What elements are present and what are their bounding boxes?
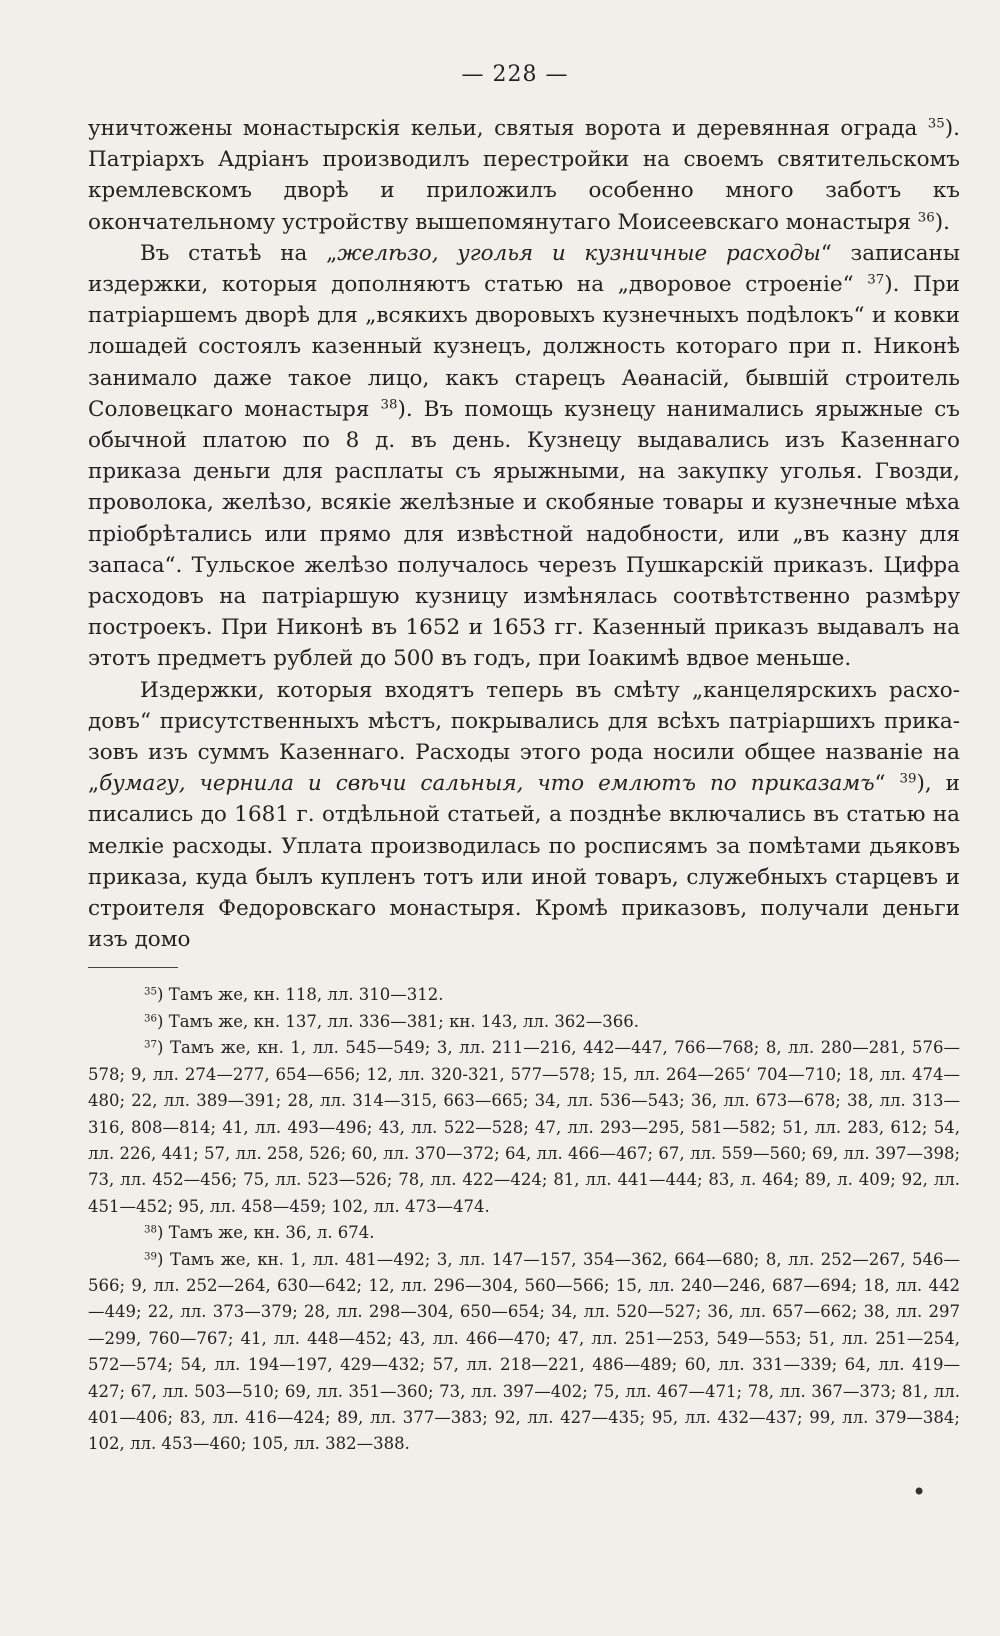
footnote-reference: 36 [917,210,935,226]
footnote-text: ) Тамъ же, кн. 1, лл. 545—549; 3, лл. 211—216, 442—447, 766—768; 8, лл. 280—281, 576—578; 9, лл. 274—277, 654—656; 12, лл. 320-321, 577—578; 15, лл. 264—265‘ 704—710; 18, лл. 474—480; 22, лл. 389—391; 28, лл. 314—315, 663—665; 34, лл. 536—543; 36, лл. 673—678; 38, лл. 313—316, 808—814; 41, лл. 493—496; 43, лл. 522—528; 47, лл. 293—295, 581—582; 51, лл. 283, 612; 54, лл. 226, 441; 57, лл. 258, 526; 60, лл. 370—372; 64, лл. 466—467; 67, лл. 559—560; 69, лл. 397—398; 73, лл. 452—456; 75, лл. 523—526; 78, лл. 422—424; 81, лл. 441—444; 83, л. 464; 89, л. 409; 92, лл. 451—452; 95, лл. 458—459; 102, лл. 473—474. [88,1038,960,1216]
footnote-number: 39 [144,1250,158,1262]
text-segment: ). [934,209,950,235]
footnote-separator [88,967,178,968]
text-segment: Издержки, которыя входятъ теперь въ смѣту „канцелярскихъ расходовъ“ присутственныхъ мѣстъ, покрывались для всѣхъ патріаршихъ приказовъ изъ суммъ Казеннаго. Расходы этого рода носили общее названіе на „ [88,677,960,797]
body-text [88,113,960,955]
footnote-text: ) Тамъ же, кн. 137, лл. 336—381; кн. 143, лл. 362—366. [157,1011,640,1031]
footnote-reference: 38 [380,397,398,413]
footnote-text: ) Тамъ же, кн. 1, лл. 481—492; 3, лл. 147—157, 354—362, 664—680; 8, лл. 252—267, 546—566; 9, лл. 252—264, 630—642; 12, лл. 296—304, 560—566; 15, лл. 240—246, 687—694; 18, лл. 442—449; 22, лл. 373—379; 28, лл. 298—304, 650—654; 34, лл. 520—527; 36, лл. 657—662; 38, лл. 297—299, 760—767; 41, лл. 448—452; 43, лл. 466—470; 47, лл. 251—253, 549—553; 51, лл. 251—254, 572—574; 54, лл. 194—197, 429—432; 57, лл. 218—221, 486—489; 60, лл. 331—339; 64, лл. 419—427; 67, лл. 503—510; 69, лл. 351—360; 73, лл. 397—402; 75, лл. 467—471; 78, лл. 367—373; 81, лл. 401—406; 83, лл. 416—424; 89, лл. 377—383; 92, лл. 427—435; 95, лл. 432—437; 99, лл. 379—384; 102, лл. 453—460; 105, лл. 382—388. [88,1249,960,1454]
margin-mark: • [912,1478,927,1506]
text-segment: Въ статьѣ на „ [140,240,338,266]
footnote-reference: 37 [867,272,885,288]
text-segment: “ [874,771,900,797]
body-paragraph [88,113,960,238]
text-segment: ). При патріаршемъ дворѣ для „всякихъ дворовыхъ кузнечныхъ подѣлокъ“ и ковки лошадей состоялъ казенный кузнецъ, должность котораго при п. Никонѣ занимало даже такое лицо, какъ старецъ Аѳанасій, бывшій строитель Соловецкаго монастыря [88,272,960,422]
footnote [88,1220,960,1246]
italic-phrase: бумагу, чернила и свѣчи сальныя, что емлютъ по приказамъ [99,771,875,797]
text-segment: ), и писались до 1681 г. отдѣльной статьей, а позднѣе включались въ статью на мелкіе расходы. Уплата производилась по росписямъ за помѣтами дьяковъ приказа, куда былъ купленъ тотъ или иной товаръ, служебныхъ старцевъ и строителя Федоровскаго монастыря. Кромѣ приказовъ, получали деньги изъ домо [88,771,960,953]
body-paragraph [88,675,960,956]
footnote [88,1035,960,1220]
footnote [88,1247,960,1458]
footnote-number: 36 [144,1013,158,1025]
footnotes [88,982,960,1457]
text-segment: “ записаны издержки, которыя дополняютъ статью на „дворовое строеніе“ [88,240,960,298]
footnote [88,1009,960,1035]
footnote-number: 38 [144,1224,158,1236]
footnote [88,982,960,1008]
footnote-reference: 35 [927,116,945,132]
italic-phrase: желѣзо, уголья и кузничные расходы [337,240,821,266]
body-paragraph [88,238,960,675]
page-number: — 228 — [461,62,569,87]
footnote-number: 37 [144,1039,158,1051]
text-segment: ). Патріархъ Адріанъ производилъ перестройки на своемъ святительскомъ кремлевскомъ дворѣ и приложилъ особенно много заботъ къ окончательному устройству вышепомянутаго Моисеевскаго монастыря [88,116,960,235]
footnote-text: ) Тамъ же, кн. 36, л. 674. [157,1223,375,1243]
footnote-number: 35 [144,986,158,998]
text-segment: ). Въ помощь кузнецу нанимались ярыжные съ обычной платою по 8 д. въ день. Кузнецу выдавались изъ Казеннаго приказа деньги для расплаты съ ярыжными, на закупку уголья. Гвозди, проволока, желѣзо, всякіе желѣзные и скобяные товары и кузнечные мѣха пріобрѣтались или прямо для извѣстной надобности, или „въ казну для запаса“. Тульское желѣзо получалось черезъ Пушкарскій приказъ. Цифра расходовъ на патріаршую кузницу измѣнялась соотвѣтственно размѣру построекъ. При Никонѣ въ 1652 и 1653 гг. Казенный приказъ выдавалъ на этотъ предметъ рублей до 500 въ годъ, при Іоакимѣ вдвое меньше. [88,396,960,672]
text-segment: уничтожены монастырскія кельи, святыя ворота и деревянная ограда [88,116,928,141]
footnote-text: ) Тамъ же, кн. 118, лл. 310—312. [157,985,444,1005]
footnote-reference: 39 [899,771,917,787]
